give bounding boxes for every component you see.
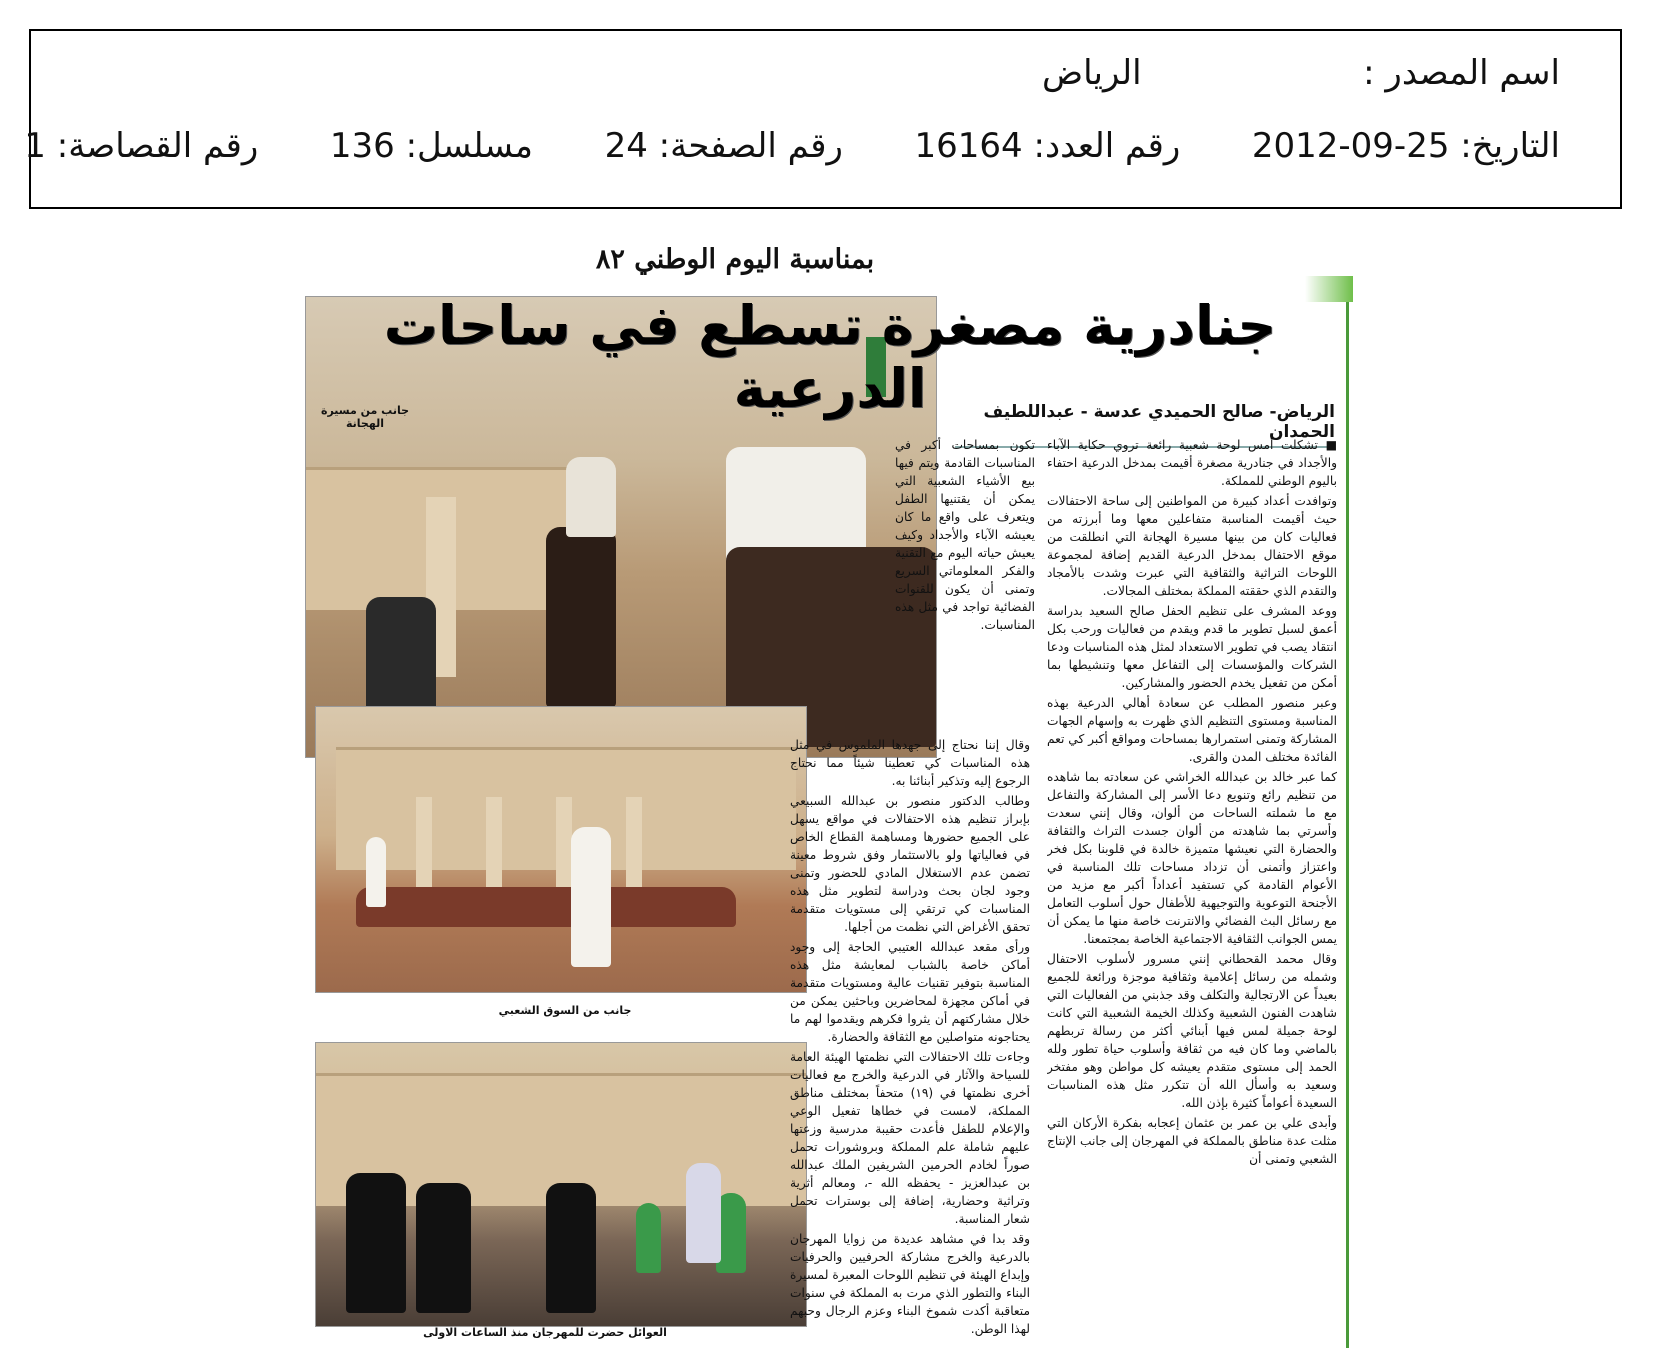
paragraph: كما عبر خالد بن عبدالله الخراشي عن سعادته بما شاهده من تنظيم رائع وتنويع دعا الأسر إلى المشاركة والتفاعل مع ما شملته الساحات من ألوان، وقال إنني سعدت وأسرتي بما شاهدته من ألوان جسدت التراث والثقافة والحضارة التي نعيشها متميزة خالدة في قلوبنا بكل فخر واعتزاز وأتمنى أن تزداد مساحات تلك المناسبة في الأعوام القادمة كي تستفيد أعداداً أكبر مع مزيد من الأجنحة التوعوية والتوجيهية للأطفال حول أسلوب التعامل مع رسائل البث الفضائي والانترنت خاصة منها ما يمكن أن يمس الجوانب الثقافية الاجتماعية الخاصة بمجتمعنا. [1047,770,1337,946]
green-accent-line [1346,302,1349,1348]
paragraph: وتوافدت أعداد كبيرة من المواطنين إلى ساحة الاحتفالات حيث أقيمت المناسبة متفاعلين معها وما أبرزته من فعاليات كان من بينها مسيرة الهجانة التي انطلقت من موقع الاحتفال بمدخل الدرعية القديم إضافة لمجموعة اللوحات التراثية والثقافية التي عبرت وشدت بالأمجاد والتقدم الذي حققته المملكة بمختلف المجالات. [1047,494,1337,598]
clipping-info-box [24,29,1622,209]
paragraph: وعبر منصور المطلب عن سعادة أهالي الدرعية بهذه المناسبة ومستوى التنظيم الذي ظهرت به وإسهام الجهات المشاركة وتمنى استمرارها بمساحات ومواقع أكبر كي تعم الفائدة مختلف المدن والقرى. [1047,696,1337,764]
paragraph: وطالب الدكتور منصور بن عبدالله السبيعي بإبراز تنظيم هذه الاحتفالات في مواقع يسهل على الجميع حضورها ومساهمة القطاع الخاص في فعالياتها ولو بالاستثمار وفق شروط معينة تضمن عدم الاستغلال المادي للحضور وتمنى وجود لجان بحث ودراسة لتطوير مثل هذه المناسبات كي ترتقي إلى مستويات متقدمة تحقق الأغراض التي نظمت من أجلها. [790,794,1030,934]
clip-value: 1 [24,126,46,166]
issue-value: 16164 [914,126,1023,166]
issue-label: رقم العدد: [1033,126,1181,166]
camel-march-caption: جانب من مسيرة الهجانة [320,404,410,430]
date-label: التاريخ: [1460,126,1560,166]
families-photo [315,1042,807,1327]
clip-label: رقم القصاصة: [56,126,259,166]
woman-figure [416,1183,471,1313]
source-label: اسم المصدر : [1363,53,1560,93]
woman-figure [546,1183,596,1313]
article-column-middle [790,736,1030,1336]
man-figure [366,837,386,907]
article-column-right [1047,436,1337,1336]
man-figure [571,827,611,967]
souq-caption: جانب من السوق الشعبي [498,1004,632,1017]
families-caption: العوائل حضرت للمهرجان منذ الساعات الاولى [423,1326,667,1339]
man-figure [686,1163,721,1263]
article-headline: جنادرية مصغرة تسطع في ساحات الدرعية [383,294,1277,420]
paragraph: وأبدى علي بن عمر بن عثمان إعجابه بفكرة الأركان التي مثلت عدة مناطق بالمملكة في المهرجان إلى جانب الإنتاج الشعبي وتمنى أن [1047,1116,1337,1166]
serial-value: 136 [329,126,395,166]
camel-figure [546,527,616,707]
paragraph: ووعد المشرف على تنظيم الحفل صالح السعيد بدراسة أعمق لسبل تطوير ما قدم ويقدم من فعاليات ورحب بكل انتقاد يصب في تطوير الاستعداد لمثل هذه المناسبات ودعا الشركات والمؤسسات إلى التفاعل معها وتنشيطها بما أمكن من تفعيل يخدم الحضور والمشاركين. [1047,604,1337,690]
page-value: 24 [604,126,648,166]
date-value: 2012-09-25 [1251,126,1450,166]
article-kicker: بمناسبة اليوم الوطني ٨٢ [595,244,875,275]
child-figure [636,1203,661,1273]
serial-label: مسلسل: [405,126,533,166]
article-column-upper-middle [895,436,1035,736]
paragraph: ورأى مقعد عبدالله العتيبي الحاجة إلى وجود أماكن خاصة بالشباب لمعايشة مثل هذه المناسبة بتوفير تقنيات عالية ومستويات متقدمة في أماكن مجهزة لمحاضرين وباحثين يمكن من خلال مشاركتهم أن يثروا فكرهم ويقدموا لهم ما يحتاجونه متواصلين مع الثقافة والحضارة. [790,940,1030,1044]
source-row [1042,53,1560,93]
paragraph: وقال إننا نحتاج إلى جهدها الملموس في مثل هذه المناسبات كي تعطينا شيئاً مما نحتاج الرجوع إليه وتذكير أبنائنا به. [790,738,1030,788]
newspaper-clipping [305,236,1353,1348]
green-accent-bar [1305,276,1353,302]
souq-photo [315,706,807,993]
metadata-row [24,126,1560,166]
rider-figure [566,457,616,537]
woman-figure [346,1173,406,1313]
paragraph: وقال محمد القحطاني إنني مسرور لأسلوب الاحتفال وشمله من رسائل إعلامية وثقافية موجزة ورائعة للجميع بعيداً عن الارتجالية والتكلف وقد جذبني من الفعاليات التي شاهدت الفنون الشعبية وكذلك الخيمة الشعبية التي كانت لوحة جميلة لمس فيها أبنائي أكثر من رسالة تربطهم بالماضي وما كان فيه من ثقافة وأسلوب حياة تطور ولله الحمد إلى مستوى متقدم يعيشه كل مواطن وهو مفتخر وسعيد به وأسأل الله أن تتكرر مثل هذه المناسبات السعيدة أعواماً كثيرة بإذن الله. [1047,952,1337,1110]
paragraph: ■ تشكلت أمس لوحة شعبية رائعة تروي حكاية الآباء والأجداد في جنادرية مصغرة أقيمت بمدخل الدرعية احتفاء باليوم الوطني للمملكة. [1047,438,1337,488]
page-label: رقم الصفحة: [658,126,843,166]
article-byline: الرياض- صالح الحميدي عدسة - عبداللطيف الحمدان [955,402,1335,448]
carpet-display [356,887,736,927]
paragraph: تكون بمساحات أكبر في المناسبات القادمة ويتم فيها بيع الأشياء الشعبية التي يمكن أن يقتنيها الطفل ويتعرف على واقع ما كان يعيشه الآباء والأجداد وكيف يعيش حياته اليوم مع التقنية والفكر المعلوماتي السريع وتمنى أن يكون للقنوات الفضائية تواجد في مثل هذه المناسبات. [895,438,1035,632]
paragraph: وجاءت تلك الاحتفالات التي نظمتها الهيئة العامة للسياحة والآثار في الدرعية والخرج مع فعاليات أخرى نظمتها في (١٩) متحفاً بمختلف مناطق المملكة، لامست في خطاها تفعيل الوعي والإعلام للطفل فأعدت حقيبة مدرسية وزعتها عليهم شاملة علم المملكة وبروشورات تحمل صوراً لخادم الحرمين الشريفين الملك عبدالله بن عبدالعزيز - يحفظه الله -، ومعالم أثرية وتراثية وحضارية، إضافة إلى بوسترات تحمل شعار المناسبة. [790,1050,1030,1226]
paragraph: وقد بدا في مشاهد عديدة من زوايا المهرجان بالدرعية والخرج مشاركة الحرفيين والحرفيات وإبداع الهيئة في تنظيم اللوحات المعبرة لمسيرة البناء والتطور الذي مرت به المملكة في سنوات متعاقبة أكدت شموخ البناء وعزم الرجال وحبهم لهذا الوطن. [790,1232,1030,1336]
source-value: الرياض [1042,53,1142,93]
